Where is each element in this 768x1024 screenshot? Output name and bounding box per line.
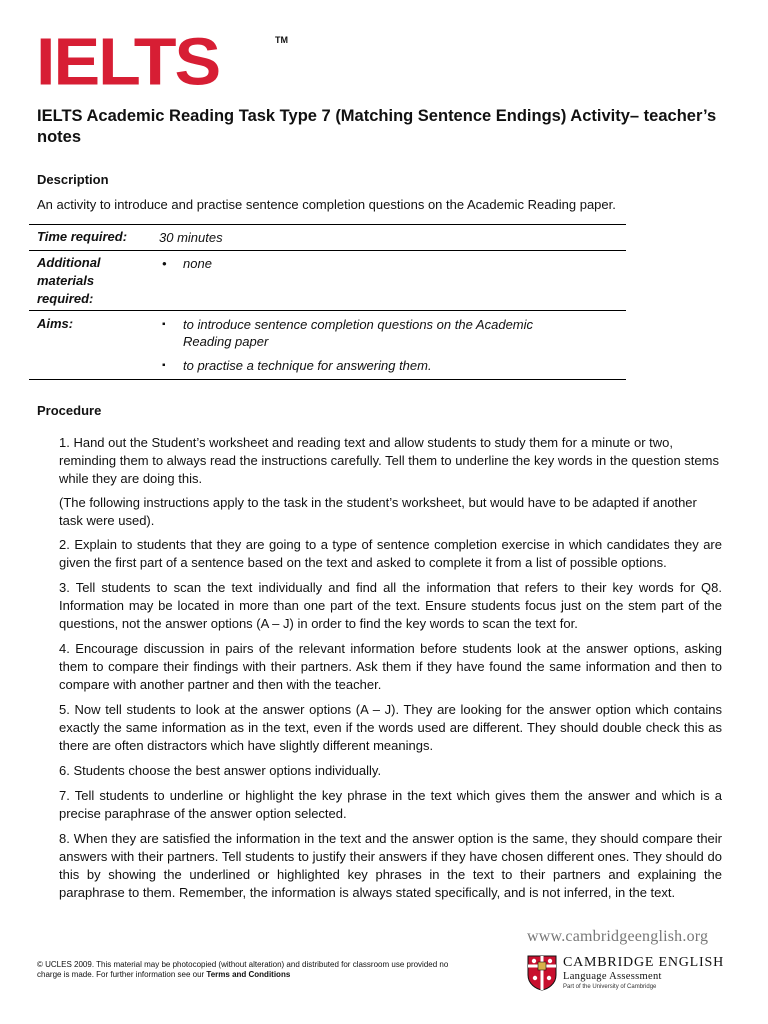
terms-link[interactable]: Terms and Conditions (206, 970, 291, 979)
cambridge-crest-icon (527, 955, 557, 991)
aims-label: Aims: (37, 316, 74, 331)
description-heading: Description (37, 172, 109, 187)
list-item (159, 316, 559, 350)
bullet-icon: • (162, 256, 167, 271)
cambridge-subtitle: Language Assessment (563, 971, 662, 982)
materials-label-line: materials (37, 273, 95, 288)
procedure-list (59, 434, 722, 902)
materials-label-line: required: (37, 291, 94, 306)
procedure-step: 1. Hand out the Student’s worksheet and reading text and allow students to study them for a minute or two, reminding them to always read the instructions carefully. Tell them to underline the key words in the question stems while they are doing this. (59, 435, 719, 486)
procedure-heading: Procedure (37, 403, 102, 418)
procedure-step: 5. Now tell students to look at the answer options (A – J). They are looking for the answer option which contains exactly the same information as in the text, even if the words used are different. They should double check this as there are often distractors which have slightly different meanings. (59, 702, 722, 753)
cambridge-url[interactable]: www.cambridgeenglish.org (527, 928, 709, 945)
description-text: An activity to introduce and practise sentence completion questions on the Academic Reading paper. (37, 197, 616, 212)
copyright-text: © UCLES 2009. This material may be photocopied (without alteration) and distributed for classroom use provided no charge is made. For further information see our (37, 960, 449, 979)
procedure-step: 8. When they are satisfied the information in the text and the answer option is the same, they should compare their answers with their partners. Tell students to justify their answers if they have chosen different ones. They should do this by showing the underlined or highlighted key phrases in the text to their partners and explaining the paraphrase to them. Remember, the information is always stated specifically, and is not inferred, in the text. (59, 831, 722, 900)
time-value: 30 minutes (159, 230, 223, 245)
procedure-step: 2. Explain to students that they are going to a type of sentence completion exercise in which candidates they are given the first part of a sentence based on the text and asked to complete it from a list of possible options. (59, 537, 722, 570)
ielts-logo-text: IELTS (36, 24, 220, 99)
aim-text: to practise a technique for answering them. (183, 358, 432, 373)
procedure-step: 4. Encourage discussion in pairs of the relevant information before students look at the answer options, asking them to compare their findings with their partners. Ask them if they have found the same information and then to compare with another partner and then with the teacher. (59, 641, 722, 692)
list-item (159, 255, 626, 272)
trademark-mark: TM (275, 35, 288, 45)
materials-item-text: none (183, 256, 212, 271)
cambridge-university-line: Part of the University of Cambridge (563, 984, 657, 990)
list-item (159, 357, 626, 374)
procedure-step: 6. Students choose the best answer options individually. (59, 763, 382, 778)
info-table (29, 224, 626, 380)
materials-value (159, 254, 626, 310)
materials-label (29, 254, 159, 310)
aims-row (29, 310, 626, 380)
procedure-step: 3. Tell students to scan the text individually and find all the information that refers to their key words for Q8. Information may be located in more than one part of the text. Ensure students focus just on the stem part of the questions, not the answer options (A – J) in order to find the key words to scan the text for. (59, 580, 722, 631)
ielts-logo (36, 24, 288, 99)
square-bullet-icon: ▪ (162, 319, 166, 330)
aim-text: to introduce sentence completion questions on the Academic Reading paper (183, 317, 534, 349)
aims-list (159, 315, 626, 379)
square-bullet-icon: ▪ (162, 360, 166, 371)
cambridge-english-name: CAMBRIDGE ENGLISH (563, 955, 724, 970)
procedure-step: 7. Tell students to underline or highlight the key phrase in the text which gives them the answer and which is a precise paraphrase of the answer option selected. (59, 788, 722, 821)
procedure-note: (The following instructions apply to the task in the student’s worksheet, but would have to be adapted if another task were used). (59, 495, 697, 528)
materials-label-line: Additional (37, 255, 101, 270)
materials-row (29, 250, 626, 310)
time-label: Time required: (37, 229, 128, 244)
page-title: IELTS Academic Reading Task Type 7 (Matching Sentence Endings) Activity– teacher’s notes (37, 107, 717, 146)
copyright-notice (37, 960, 457, 980)
time-row (29, 224, 626, 250)
